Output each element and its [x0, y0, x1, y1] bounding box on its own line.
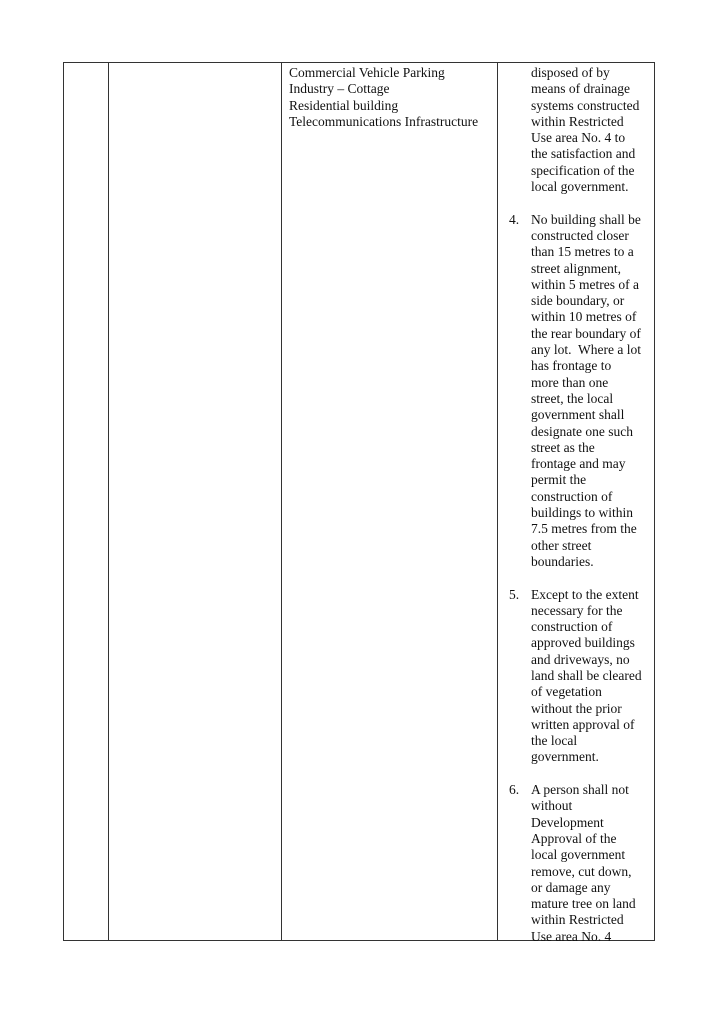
- text-line: more than one: [531, 374, 609, 390]
- text-line: government shall: [531, 407, 625, 423]
- column-divider-3: [497, 63, 498, 940]
- text-line: 7.5 metres from the: [531, 521, 637, 537]
- text-line: buildings to within: [531, 505, 634, 521]
- use-item: Telecommunications Infrastructure: [289, 113, 479, 129]
- text-line: permit the: [531, 472, 587, 488]
- condition-6: [505, 782, 655, 945]
- text-line: within Restricted: [531, 912, 624, 928]
- text-line: remove, cut down,: [531, 863, 632, 879]
- permitted-uses-cell: [289, 65, 504, 130]
- column-divider-2: [281, 63, 282, 940]
- text-line: has frontage to: [531, 358, 612, 374]
- text-line: within 5 metres of a: [531, 276, 639, 292]
- condition-5: [505, 587, 655, 766]
- text-line: land shall be cleared: [531, 667, 642, 683]
- use-item: Commercial Vehicle Parking: [289, 65, 445, 80]
- text-line: the rear boundary of: [531, 325, 641, 341]
- text-line: and driveways, no: [531, 651, 630, 667]
- condition-number: 5.: [509, 586, 520, 602]
- text-line: boundaries.: [531, 553, 594, 569]
- text-line: Development: [531, 814, 604, 830]
- condition-continued: [505, 65, 655, 195]
- text-line: the satisfaction and: [531, 146, 636, 162]
- text-line: the local: [531, 733, 578, 749]
- text-line: Use area No. 4 to: [531, 130, 626, 146]
- text-line: side boundary, or: [531, 293, 625, 309]
- text-line: or damage any: [531, 879, 611, 895]
- particulars-cell: [109, 63, 281, 940]
- text-line: disposed of by: [531, 65, 610, 80]
- text-line: of vegetation: [531, 684, 602, 700]
- no-cell: [64, 63, 108, 940]
- text-line: construction of: [531, 619, 613, 635]
- text-line: any lot. Where a lot: [531, 342, 641, 358]
- text-line: designate one such: [531, 423, 633, 439]
- text-line: means of drainage: [531, 81, 630, 97]
- text-line: construction of: [531, 488, 613, 504]
- text-line: frontage and may: [531, 456, 626, 472]
- condition-4: [505, 212, 655, 571]
- text-line: necessary for the: [531, 602, 623, 618]
- text-line: approved buildings: [531, 635, 635, 651]
- text-line: Except to the extent: [531, 586, 639, 602]
- text-line: local government: [531, 847, 626, 863]
- text-line: without the prior: [531, 700, 622, 716]
- condition-number: 6.: [509, 782, 520, 798]
- text-line: within 10 metres of: [531, 309, 637, 325]
- text-line: A person shall not: [531, 782, 629, 798]
- use-item: Industry – Cottage: [289, 81, 390, 97]
- conditions-cell: [505, 65, 655, 945]
- restricted-use-table: [63, 62, 655, 944]
- use-item: Residential building: [289, 97, 399, 113]
- text-line: written approval of: [531, 716, 635, 732]
- text-line: local government.: [531, 179, 629, 195]
- text-line: than 15 metres to a: [531, 244, 634, 260]
- text-line: No building shall be: [531, 211, 641, 227]
- text-line: systems constructed: [531, 97, 640, 113]
- text-line: street alignment,: [531, 260, 621, 276]
- text-line: other street: [531, 537, 592, 553]
- text-line: street as the: [531, 439, 595, 455]
- text-line: government.: [531, 749, 599, 765]
- text-line: specification of the: [531, 162, 635, 178]
- text-line: without: [531, 798, 573, 814]
- text-line: constructed closer: [531, 227, 629, 243]
- condition-number: 4.: [509, 211, 520, 227]
- text-line: Use area No. 4: [531, 928, 612, 944]
- text-line: Approval of the: [531, 830, 617, 846]
- text-line: within Restricted: [531, 113, 624, 129]
- text-line: street, the local: [531, 390, 614, 406]
- text-line: mature tree on land: [531, 896, 636, 912]
